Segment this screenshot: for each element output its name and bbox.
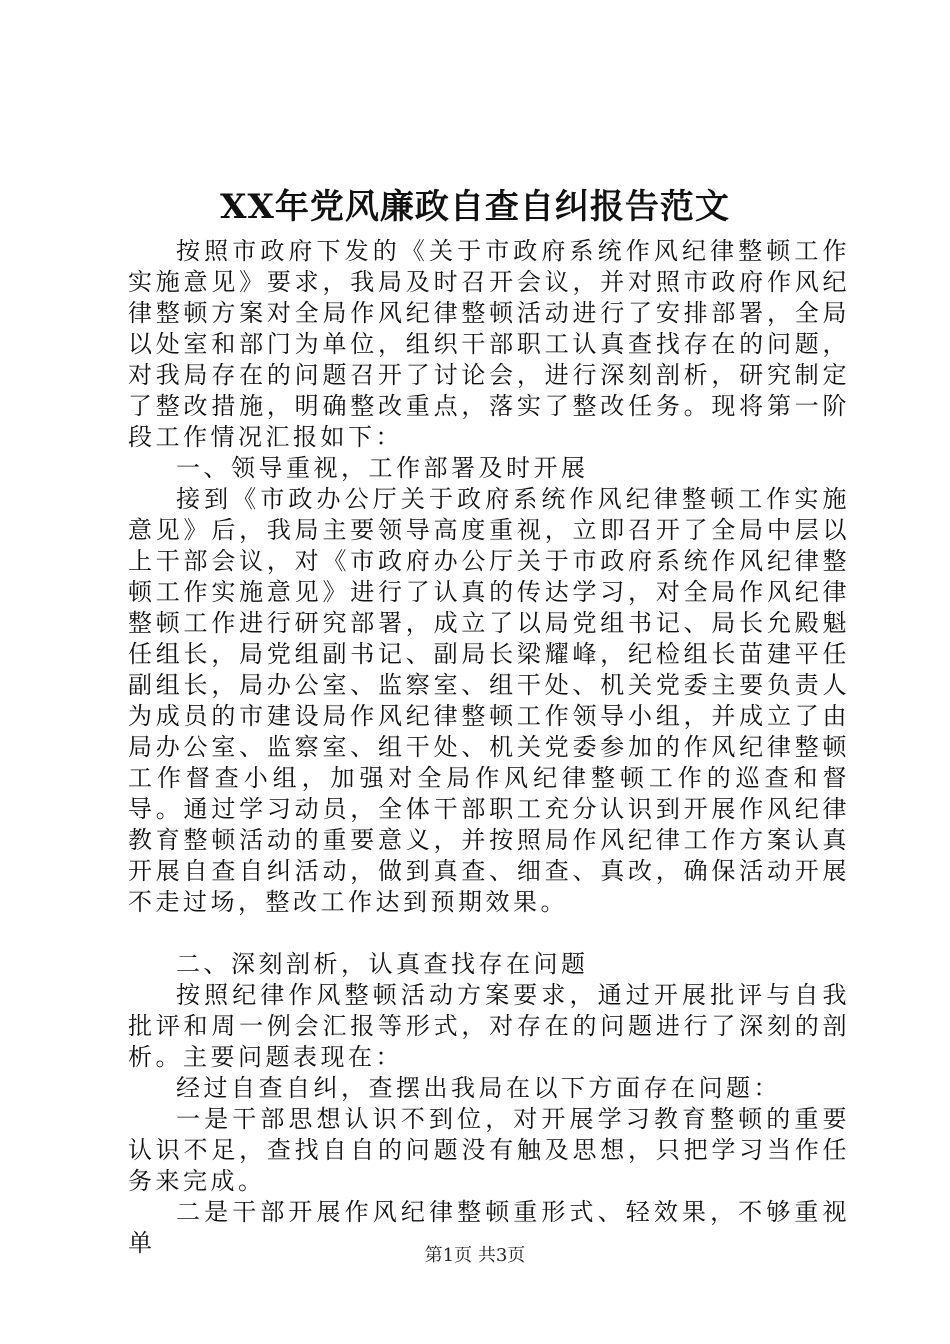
document-title: XX年党风廉政自查自纠报告范文 (220, 187, 730, 227)
paragraph-section-2: 按照纪律作风整顿活动方案要求，通过开展批评与自我批评和周一例会汇报等形式，对存在的问题进行了深刻的剖析。主要问题表现在： (128, 981, 850, 1071)
page-footer: 第1页 共3页 (424, 1245, 526, 1266)
section-heading-1: 一、领导重视，工作部署及时开展 (176, 454, 589, 482)
paragraph-self-check: 经过自查自纠，查摆出我局在以下方面存在问题： (176, 1074, 781, 1102)
document-body (128, 236, 850, 1259)
section-heading-2: 二、深刻剖析，认真查找存在问题 (176, 950, 589, 978)
paragraph-section-1: 接到《市政办公厅关于政府系统作风纪律整顿工作实施意见》后，我局主要领导高度重视，立即召开了全局中层以上干部会议，对《市政府办公厅关于市政府系统作风纪律整顿工作实施意见》进行了认真的传达学习，对全局作风纪律整顿工作进行研究部署，成立了以局党组书记、局长允殿魁任组长，局党组副书记、副局长梁耀峰，纪检组长苗建平任副组长，局办公室、监察室、组干处、机关党委主要负责人为成员的市建设局作风纪律整顿工作领导小组，并成立了由局办公室、监察室、组干处、机关党委参加的作风纪律整顿工作督查小组，加强对全局作风纪律整顿工作的巡查和督导。通过学习动员，全体干部职工充分认识到开展作风纪律教育整顿活动的重要意义，并按照局作风纪律工作方案认真开展自查自纠活动，做到真查、细查、真改，确保活动开展不走过场，整改工作达到预期效果。 (128, 485, 850, 916)
paragraph-intro: 按照市政府下发的《关于市政府系统作风纪律整顿工作实施意见》要求，我局及时召开会议，并对照市政府作风纪律整顿方案对全局作风纪律整顿活动进行了安排部署，全局以处室和部门为单位，组织干部职工认真查找存在的问题，对我局存在的问题召开了讨论会，进行深刻剖析，研究制定了整改措施，明确整改重点，落实了整改任务。现将第一阶段工作情况汇报如下： (128, 237, 850, 451)
paragraph-issue-1: 一是干部思想认识不到位，对开展学习教育整顿的重要认识不足，查找自自的问题没有触及思想，只把学习当作任务来完成。 (128, 1105, 850, 1195)
paragraph-issue-2: 二是干部开展作风纪律整顿重形式、轻效果，不够重视单 (128, 1198, 850, 1257)
